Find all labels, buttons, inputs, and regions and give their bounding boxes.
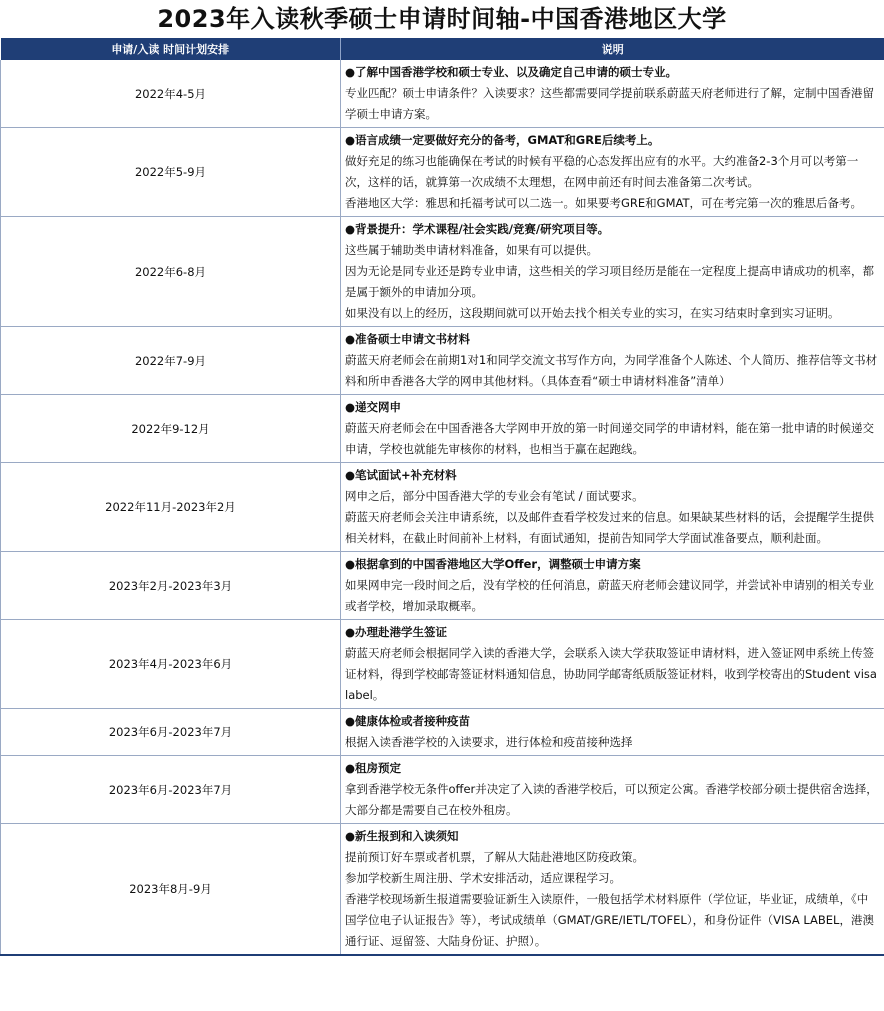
period-cell: 2022年4-5月 xyxy=(1,60,341,128)
step-detail-text: 网申之后，部分中国香港大学的专业会有笔试 / 面试要求。 xyxy=(345,489,644,503)
step-detail-text: 根据入读香港学校的入读要求，进行体检和疫苗接种选择 xyxy=(345,735,633,749)
step-detail-text: 专业匹配？硕士申请条件？入读要求？这些都需要同学提前联系蔚蓝天府老师进行了解，定制中国香港留学硕士申请方案。 xyxy=(345,86,874,121)
description-cell xyxy=(341,756,884,824)
description-cell xyxy=(341,395,884,463)
period-cell: 2023年2月-2023年3月 xyxy=(1,552,341,620)
description-cell xyxy=(341,128,884,217)
table-row xyxy=(1,395,884,463)
table-row xyxy=(1,620,884,709)
step-detail-text: 提前预订好车票或者机票，了解从大陆赴港地区防疫政策。 xyxy=(345,850,644,864)
period-cell: 2022年11月-2023年2月 xyxy=(1,463,341,552)
step-heading: ●递交网申 xyxy=(345,400,402,414)
description-cell xyxy=(341,463,884,552)
step-heading: ●准备硕士申请文书材料 xyxy=(345,332,471,346)
period-column-header: 申请/入读 时间计划安排 xyxy=(1,38,341,60)
table-row xyxy=(1,756,884,824)
step-detail-text: 香港学校现场新生报道需要验证新生入读原件，一般包括学术材料原件（学位证，毕业证，成绩单，《中国学位电子认证报告》等），考试成绩单（GMAT/GRE/IETL/TOFEL），和身份证件（VISA LABEL，港澳通行证、逗留签、大陆身份证、护照）。 xyxy=(345,892,874,948)
step-heading: ●健康体检或者接种疫苗 xyxy=(345,714,471,728)
period-cell: 2022年9-12月 xyxy=(1,395,341,463)
table-row xyxy=(1,327,884,395)
period-cell: 2023年6月-2023年7月 xyxy=(1,709,341,756)
step-heading: ●语言成绩一定要做好充分的备考，GMAT和GRE后续考上。 xyxy=(345,133,660,147)
page-title: 2023年入读秋季硕士申请时间轴-中国香港地区大学 xyxy=(157,5,727,33)
step-heading: ●办理赴港学生签证 xyxy=(345,625,448,639)
step-detail-text: 蔚蓝天府老师会在前期1对1和同学交流文书写作方向，为同学准备个人陈述、个人简历、推荐信等文书材料和所申香港各大学的网申其他材料。（具体查看“硕士申请材料准备”清单） xyxy=(345,353,878,388)
step-detail-text: 蔚蓝天府老师会在中国香港各大学网申开放的第一时间递交同学的申请材料，能在第一批申请的时候递交申请，学校也就能先审核你的材料，也相当于赢在起跑线。 xyxy=(345,421,874,456)
table-row xyxy=(1,60,884,128)
table-row xyxy=(1,128,884,217)
period-cell: 2023年6月-2023年7月 xyxy=(1,756,341,824)
step-heading: ●新生报到和入读须知 xyxy=(345,829,459,843)
table-row xyxy=(1,552,884,620)
period-cell: 2023年4月-2023年6月 xyxy=(1,620,341,709)
step-detail-text: 拿到香港学校无条件offer并决定了入读的香港学校后，可以预定公寓。香港学校部分硕士提供宿舍选择，大部分都是需要自己在校外租房。 xyxy=(345,782,878,817)
description-column-header: 说明 xyxy=(341,38,884,60)
timeline-table xyxy=(0,38,884,956)
period-cell: 2022年6-8月 xyxy=(1,217,341,327)
description-cell xyxy=(341,824,884,956)
step-heading: ●背景提升：学术课程/社会实践/竞赛/研究项目等。 xyxy=(345,222,610,236)
step-detail-text: 做好充足的练习也能确保在考试的时候有平稳的心态发挥出应有的水平。大约准备2-3个月可以考第一次，这样的话，就算第一次成绩不太理想，在网申前还有时间去准备第二次考试。 xyxy=(345,154,859,189)
description-cell xyxy=(341,620,884,709)
description-cell xyxy=(341,217,884,327)
description-cell xyxy=(341,327,884,395)
description-cell xyxy=(341,552,884,620)
period-cell: 2023年8月-9月 xyxy=(1,824,341,956)
table-row xyxy=(1,463,884,552)
step-heading: ●根据拿到的中国香港地区大学Offer，调整硕士申请方案 xyxy=(345,557,641,571)
step-detail-text: 这些属于辅助类申请材料准备，如果有可以提供。 xyxy=(345,243,598,257)
description-cell xyxy=(341,60,884,128)
table-row xyxy=(1,217,884,327)
period-cell: 2022年5-9月 xyxy=(1,128,341,217)
table-row xyxy=(1,709,884,756)
step-heading: ●笔试面试+补充材料 xyxy=(345,468,457,482)
step-detail-text: 参加学校新生周注册、学术安排活动，适应课程学习。 xyxy=(345,871,621,885)
step-detail-text: 蔚蓝天府老师会关注申请系统，以及邮件查看学校发过来的信息。如果缺某些材料的话，会提醒学生提供相关材料，在截止时间前补上材料，有面试通知，提前告知同学大学面试准备要点，顺利赴面。 xyxy=(345,510,874,545)
step-detail-text: 如果没有以上的经历，这段期间就可以开始去找个相关专业的实习，在实习结束时拿到实习证明。 xyxy=(345,306,840,320)
description-cell xyxy=(341,709,884,756)
timeline-rows xyxy=(1,60,884,955)
step-detail-text: 香港地区大学：雅思和托福考试可以二选一。如果要考GRE和GMAT，可在考完第一次的雅思后备考。 xyxy=(345,196,862,210)
step-heading: ●了解中国香港学校和硕士专业、以及确定自己申请的硕士专业。 xyxy=(345,65,678,79)
table-header-row xyxy=(1,38,884,60)
step-detail-text: 因为无论是同专业还是跨专业申请，这些相关的学习项目经历是能在一定程度上提高申请成功的机率，都是属于额外的申请加分项。 xyxy=(345,264,874,299)
period-cell: 2022年7-9月 xyxy=(1,327,341,395)
step-detail-text: 蔚蓝天府老师会根据同学入读的香港大学，会联系入读大学获取签证申请材料，进入签证网申系统上传签证材料，得到学校邮寄签证材料通知信息，协助同学邮寄纸质版签证材料，收到学校寄出的Student visa label。 xyxy=(345,646,877,702)
step-heading: ●租房预定 xyxy=(345,761,402,775)
step-detail-text: 如果网申完一段时间之后，没有学校的任何消息，蔚蓝天府老师会建议同学，并尝试补申请别的相关专业或者学校，增加录取概率。 xyxy=(345,578,874,613)
table-row xyxy=(1,824,884,956)
